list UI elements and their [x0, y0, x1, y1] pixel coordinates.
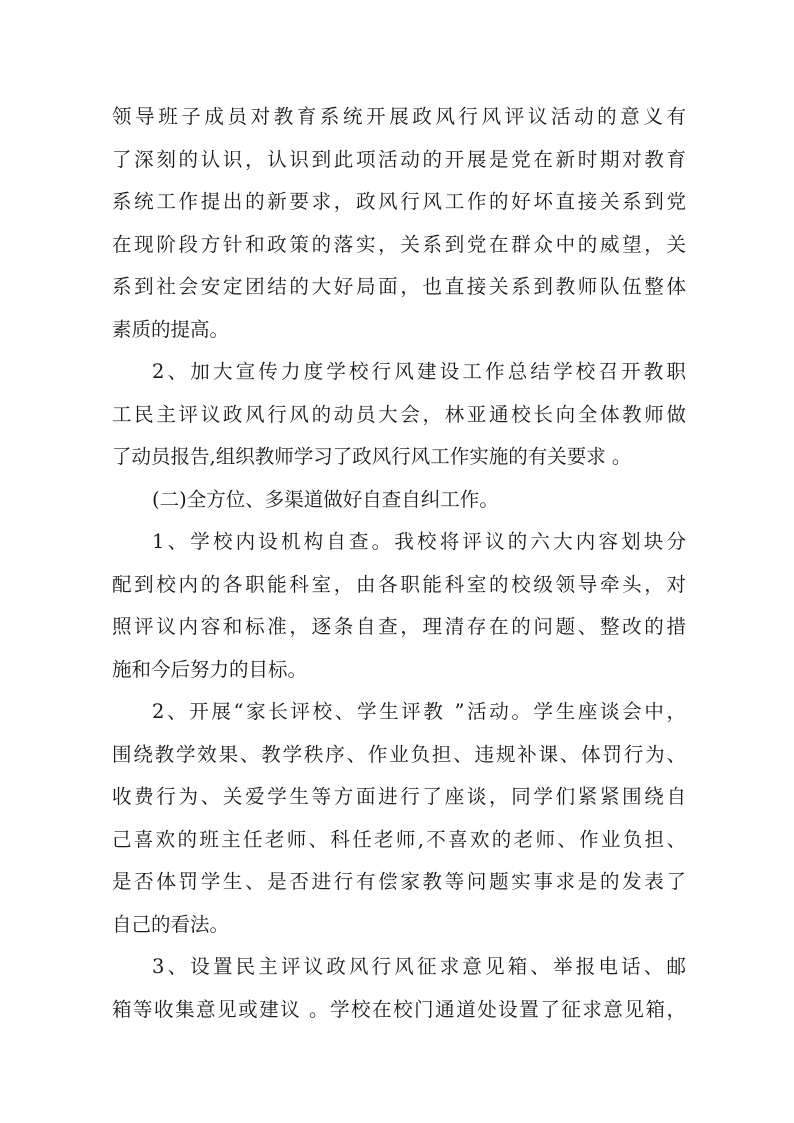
text-line: 收费行为、关爱学生等方面进行了座谈，同学们紧紧围绕自: [112, 785, 686, 808]
text-line: 是否体罚学生、是否进行有偿家教等问题实事求是的发表了: [112, 870, 686, 893]
text-line: 箱等收集意见或建议 。学校在校门通道处设置了征求意见箱，: [112, 997, 686, 1021]
text-line: 照评议内容和标准，逐条自查，理清存在的问题、整改的措: [112, 615, 686, 638]
text-line: 围绕教学效果、教学秩序、作业负担、违规补课、体罚行为、: [112, 742, 686, 766]
text-line: 工民主评议政风行风的动员大会，林亚通校长向全体教师做: [112, 402, 686, 426]
paragraph-start-line: 2、开展“家长评校、学生评教 ”活动。学生座谈会中，: [152, 700, 686, 723]
text-line: 了深刻的认识，认识到此项活动的开展是党在新时期对教育: [112, 147, 686, 171]
paragraph-start-line: 3、设置民主评议政风行风征求意见箱、举报电话、邮: [152, 955, 686, 978]
text-line: 配到校内的各职能科室，由各职能科室的校级领导牵头，对: [112, 572, 686, 596]
text-line: 领导班子成员对教育系统开展政风行风评议活动的意义有: [112, 105, 686, 128]
section-heading: (二)全方位、多渠道做好自查自纠工作。: [152, 487, 499, 511]
body-text: [112, 96, 686, 1031]
paragraph-start-line: 2、加大宣传力度学校行风建设工作总结学校召开教职: [152, 360, 686, 383]
paragraph-start-line: 1、学校内设机构自查。我校将评议的六大内容划块分: [152, 530, 686, 553]
text-line: 系统工作提出的新要求，政风行风工作的好坏直接关系到党: [112, 190, 686, 213]
text-line: 施和今后努力的目标。: [112, 657, 308, 681]
text-line: 了动员报告,组织教师学习了政风行风工作实施的有关要求 。: [112, 445, 632, 468]
text-line: 系到社会安定团结的大好局面，也直接关系到教师队伍整体: [112, 275, 686, 298]
text-line: 己喜欢的班主任老师、科任老师,不喜欢的老师、作业负担、: [112, 827, 686, 851]
text-line: 素质的提高。: [112, 317, 230, 341]
text-line: 自己的看法。: [112, 912, 230, 936]
text-line: 在现阶段方针和政策的落实，关系到党在群众中的威望，关: [112, 232, 686, 256]
